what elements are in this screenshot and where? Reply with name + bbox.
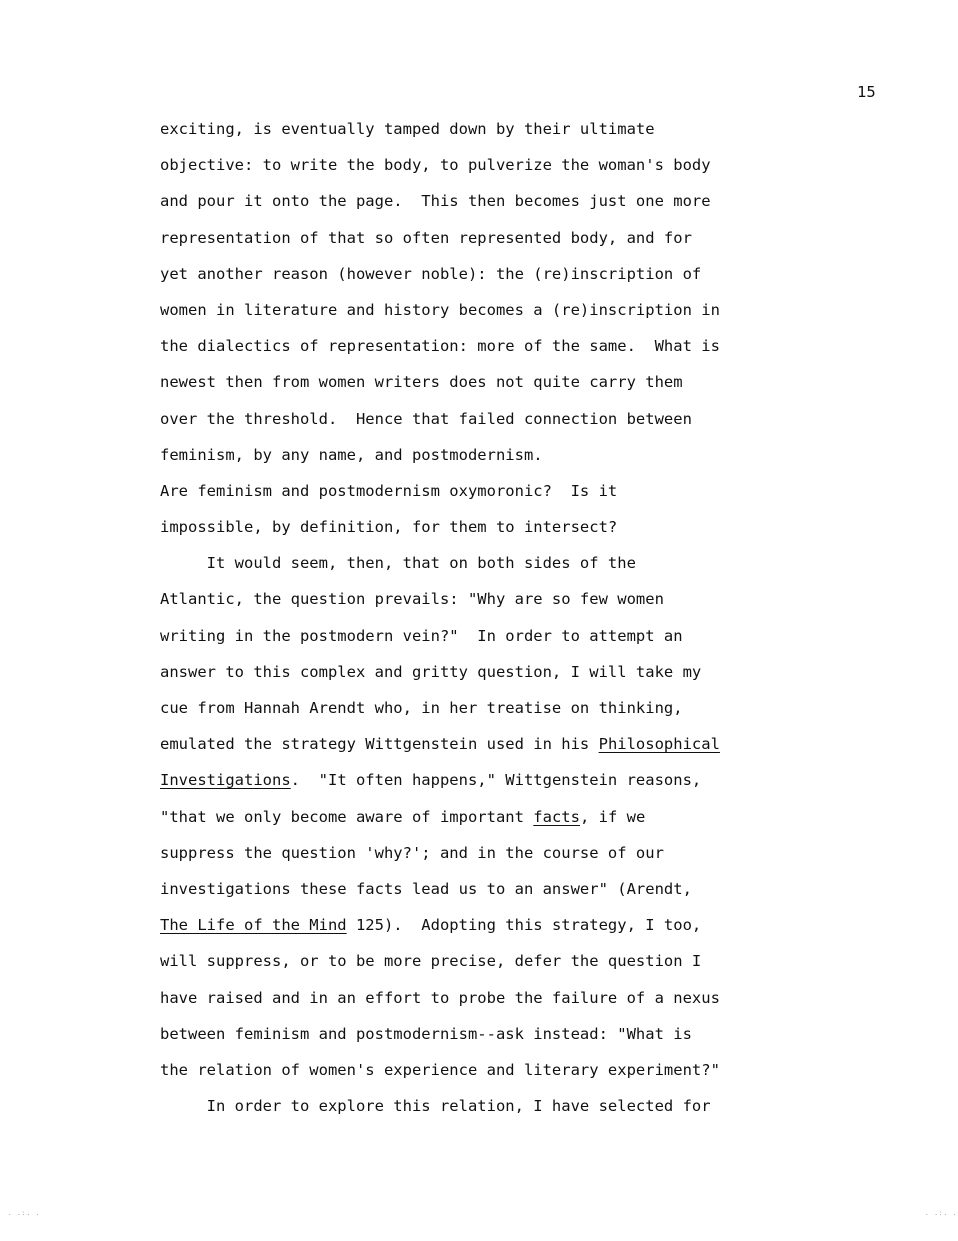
text-segment: objective: to write the body, to pulverize the woman's body: [160, 156, 711, 175]
text-line: [160, 624, 860, 660]
text-segment: yet another reason (however noble): the (re)inscription of: [160, 264, 702, 283]
text-line: [160, 1058, 860, 1094]
text-segment: the relation of women's experience and literary experiment?": [160, 1060, 720, 1079]
text-segment: , if we: [579, 807, 646, 826]
text-line: [160, 407, 860, 443]
text-line: [160, 117, 860, 153]
text-segment: exciting, is eventually tamped down by their ultimate: [160, 120, 655, 138]
text-segment: representation of that so often represented body, and for: [160, 228, 692, 247]
text-segment: "that we only become aware of important: [160, 807, 534, 826]
text-line: [160, 298, 860, 334]
text-segment: Atlantic, the question prevails: "Why are so few women: [160, 590, 664, 609]
underlined-title: Investigations: [160, 771, 291, 790]
scan-speck-left: . .:. .: [8, 1210, 41, 1217]
text-line: [160, 189, 860, 225]
text-segment: Are feminism and postmodernism oxymoronic? Is it: [160, 481, 618, 500]
text-segment: It would seem, then, that on both sides of the: [160, 554, 636, 573]
text-line: [160, 226, 860, 262]
underlined-title: The Life of the Mind: [160, 916, 347, 935]
text-segment: and pour it onto the page. This then becomes just one more: [160, 192, 711, 211]
text-segment: writing in the postmodern vein?" In order to attempt an: [160, 626, 683, 645]
text-segment: have raised and in an effort to probe the failure of a nexus: [160, 988, 720, 1007]
text-line: [160, 515, 860, 551]
text-line: [160, 479, 860, 515]
text-line: [160, 841, 860, 877]
text-segment: the dialectics of representation: more of the same. What is: [160, 337, 720, 356]
text-segment: emulated the strategy Wittgenstein used in his: [160, 735, 599, 754]
text-line: [160, 587, 860, 623]
text-line: [160, 660, 860, 696]
text-line: [160, 370, 860, 406]
text-segment: feminism, by any name, and postmodernism.: [160, 445, 543, 464]
text-line: [160, 877, 860, 913]
text-line: [160, 334, 860, 370]
text-segment: over the threshold. Hence that failed connection between: [160, 409, 692, 428]
text-line: [160, 443, 860, 479]
text-line: [160, 768, 860, 804]
text-segment: answer to this complex and gritty question, I will take my: [160, 662, 702, 681]
text-line: [160, 153, 860, 189]
text-line: [160, 551, 860, 587]
text-line: [160, 986, 860, 1022]
text-line: [160, 949, 860, 985]
underlined-title: facts: [533, 807, 580, 826]
text-segment: . "It often happens," Wittgenstein reasons,: [290, 771, 702, 790]
text-line: [160, 696, 860, 732]
body-text: [160, 117, 860, 1130]
text-segment: investigations these facts lead us to an answer" (Arendt,: [160, 879, 692, 898]
text-line: [160, 1022, 860, 1058]
text-line: [160, 913, 860, 949]
text-line: [160, 732, 860, 768]
text-segment: cue from Hannah Arendt who, in her treatise on thinking,: [160, 699, 683, 717]
scan-speck-right: . .:. .: [925, 1210, 958, 1217]
text-segment: suppress the question 'why?'; and in the course of our: [160, 843, 664, 862]
underlined-title: Philosophical: [598, 735, 720, 754]
text-line: [160, 262, 860, 298]
text-segment: newest then from women writers does not quite carry them: [160, 373, 683, 392]
text-line: [160, 805, 860, 841]
page-number: 15: [857, 83, 876, 101]
text-line: [160, 1094, 860, 1130]
text-segment: will suppress, or to be more precise, defer the question I: [160, 952, 702, 971]
text-segment: impossible, by definition, for them to intersect?: [160, 518, 618, 537]
text-segment: 125). Adopting this strategy, I too,: [346, 916, 702, 935]
text-segment: In order to explore this relation, I have selected for: [160, 1097, 711, 1116]
text-segment: between feminism and postmodernism--ask instead: "What is: [160, 1024, 692, 1043]
text-segment: women in literature and history becomes a (re)inscription in: [160, 300, 720, 319]
